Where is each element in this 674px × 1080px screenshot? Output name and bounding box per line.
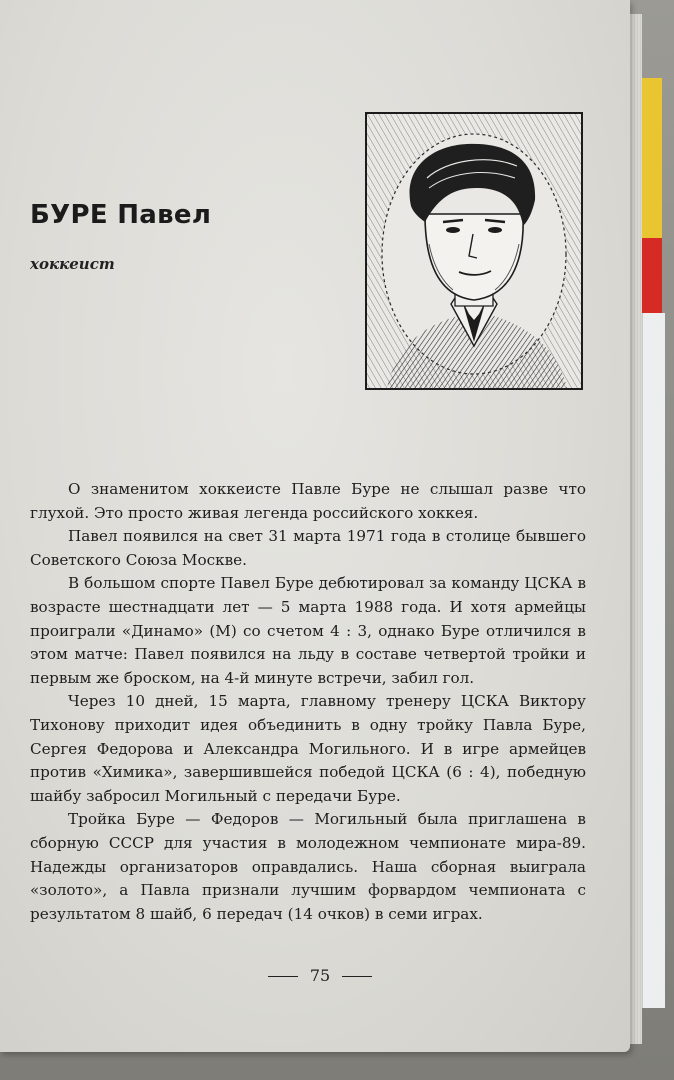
page-subtitle: хоккеист (30, 255, 115, 273)
book-spine-red (642, 238, 662, 313)
book-spine-white (642, 313, 665, 1008)
paragraph: В большом спорте Павел Буре дебютировал за команду ЦСКА в возрасте шестнадцати лет — 5 марта 1988 года. И хотя армейцы проиграли «Динамо» (М) со счетом 4 : 3, однако Буре отличился в этом матче: Павел появился на льду в составе четвертой тройки и первым же броском, на 4-й минуте встречи, забил гол. (30, 574, 586, 687)
book-spine-yellow (642, 78, 662, 238)
dash-right (342, 976, 372, 977)
paragraph: О знаменитом хоккеисте Павле Буре не слышал разве что глухой. Это просто живая легенда российского хоккея. (30, 480, 586, 522)
paragraph: Павел появился на свет 31 марта 1971 года в столице бывшего Советского Союза Москве. (30, 527, 586, 569)
paragraph: Тройка Буре — Федоров — Могильный была приглашена в сборную СССР для участия в молодежном чемпионате мира-89. Надежды организаторов оправдались. Наша сборная выиграла «золото», а Павла признали лучшим форвардом чемпионата с результатом 8 шайб, 6 передач (14 очков) в семи играх. (30, 810, 586, 923)
page-number: 75 (309, 966, 331, 985)
page-title: БУРЕ Павел (30, 200, 212, 230)
dash-left (268, 976, 298, 977)
article-body (30, 478, 586, 926)
page-number-footer (240, 966, 400, 985)
paragraph: Через 10 дней, 15 марта, главному тренеру ЦСКА Виктору Тихонову приходит идея объединить в одну тройку Павла Буре, Сергея Федорова и Александра Могильного. И в игре армейцев против «Химика», завершившейся победой ЦСКА (6 : 4), победную шайбу забросил Могильный с передачи Буре. (30, 692, 586, 805)
portrait-illustration (365, 112, 583, 390)
